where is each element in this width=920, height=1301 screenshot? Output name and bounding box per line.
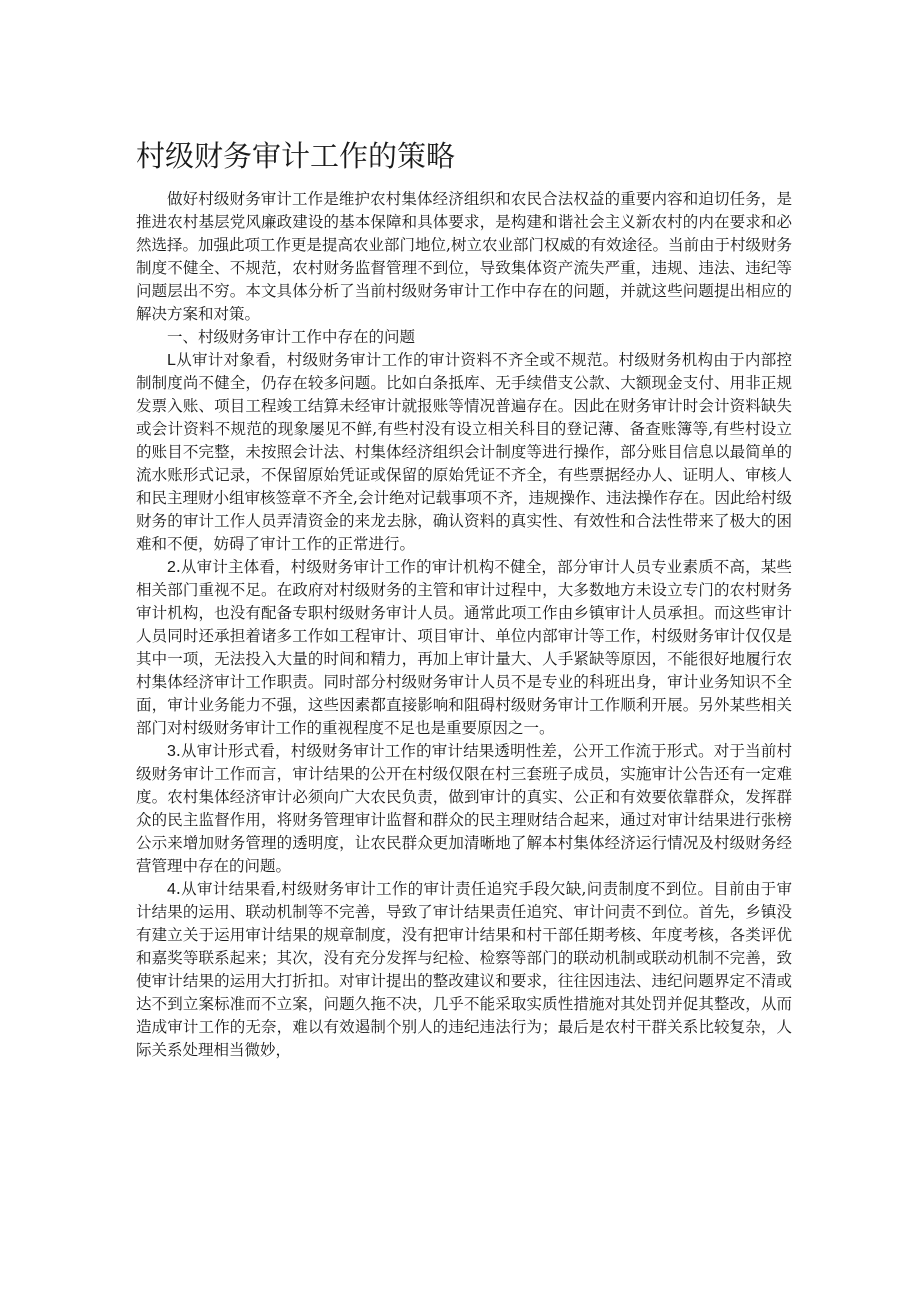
document-body (136, 188, 792, 1062)
intro-paragraph: 做好村级财务审计工作是维护农村集体经济组织和农民合法权益的重要内容和迫切任务，是推进农村基层党风廉政建设的基本保障和具体要求，是构建和谐社会主义新农村的内在要求和必然选择。加强此项工作更是提高农业部门地位,树立农业部门权威的有效途径。当前由于村级财务制度不健全、不规范，农村财务监督管理不到位，导致集体资产流失严重，违规、违法、违纪等问题层出不穷。本文具体分析了当前村级财务审计工作中存在的问题，并就这些问题提出相应的解决方案和对策。 (136, 190, 792, 323)
section-heading: 一、村级财务审计工作中存在的问题 (167, 328, 416, 346)
item-number: L (167, 352, 176, 369)
item-text: 从审计对象看，村级财务审计工作的审计资料不齐全或不规范。村级财务机构由于内部控制制度尚不健全，仍存在较多问题。比如白条抵库、无手续借支公款、大额现金支付、用非正规发票入账、项目工程竣工结算未经审计就报账等情况普遍存在。因此在财务审计时会计资料缺失或会计资料不规范的现象屡见不鲜,有些村没有设立相关科目的登记薄、备查账簿等,有些村设立的账目不完整，未按照会计法、村集体经济组织会计制度等进行操作，部分账目信息以最简单的流水账形式记录，不保留原始凭证或保留的原始凭证不齐全，有些票据经办人、证明人、审核人和民主理财小组审核签章不齐全,会计绝对记载事项不齐，违规操作、违法操作存在。因此给村级财务的审计工作人员弄清资金的来龙去脉，确认资料的真实性、有效性和合法性带来了极大的困难和不便，妨碍了审计工作的正常进行。 (136, 351, 792, 553)
item-number: 3 (167, 743, 176, 760)
item-number: 2 (167, 559, 176, 576)
item-text: .从审计主体看，村级财务审计工作的审计机构不健全，部分审计人员专业素质不高，某些相关部门重视不足。在政府对村级财务的主管和审计过程中，大多数地方未设立专门的农村财务审计机构，也没有配备专职村级财务审计人员。通常此项工作由乡镇审计人员承担。而这些审计人员同时还承担着诸多工作如工程审计、项目审计、单位内部审计等工作，村级财务审计仅仅是其中一项，无法投入大量的时间和精力，再加上审计量大、人手紧缺等原因，不能很好地履行农村集体经济审计工作职责。同时部分村级财务审计人员不是专业的科班出身，审计业务知识不全面，审计业务能力不强，这些因素都直接影响和阻碍村级财务审计工作顺利开展。另外某些相关部门对村级财务审计工作的重视程度不足也是重要原因之一。 (136, 558, 792, 737)
list-item (136, 740, 792, 878)
list-item (136, 878, 792, 1062)
item-text: .从审计形式看，村级财务审计工作的审计结果透明性差，公开工作流于形式。对于当前村级财务审计工作而言，审计结果的公开在村级仅限在村三套班子成员，实施审计公告还有一定难度。农村集体经济审计必须向广大农民负责，做到审计的真实、公正和有效要依靠群众，发挥群众的民主监督作用，将财务管理审计监督和群众的民主理财结合起来，通过对审计结果进行张榜公示来增加财务管理的透明度，让农民群众更加清晰地了解本村集体经济运行情况及村级财务经营管理中存在的问题。 (136, 742, 792, 875)
list-item (136, 349, 792, 556)
item-text: .从审计结果看,村级财务审计工作的审计责任追究手段欠缺,问责制度不到位。目前由于审计结果的运用、联动机制等不完善，导致了审计结果责任追究、审计问责不到位。首先，乡镇没有建立关于运用审计结果的规章制度，没有把审计结果和村干部任期考核、年度考核，各类评优和嘉奖等联系起来；其次，没有充分发挥与纪检、检察等部门的联动机制或联动机制不完善，致使审计结果的运用大打折扣。对审计提出的整改建议和要求，往往因违法、违纪问题界定不清或达不到立案标准而不立案，问题久拖不决，几乎不能采取实质性措施对其处罚并促其整改，从而造成审计工作的无奈，难以有效遏制个别人的违纪违法行为；最后是农村干群关系比较复杂，人际关系处理相当微妙， (136, 880, 792, 1059)
list-item (136, 556, 792, 740)
item-number: 4 (167, 881, 176, 898)
document-title: 村级财务审计工作的策略 (136, 139, 456, 173)
